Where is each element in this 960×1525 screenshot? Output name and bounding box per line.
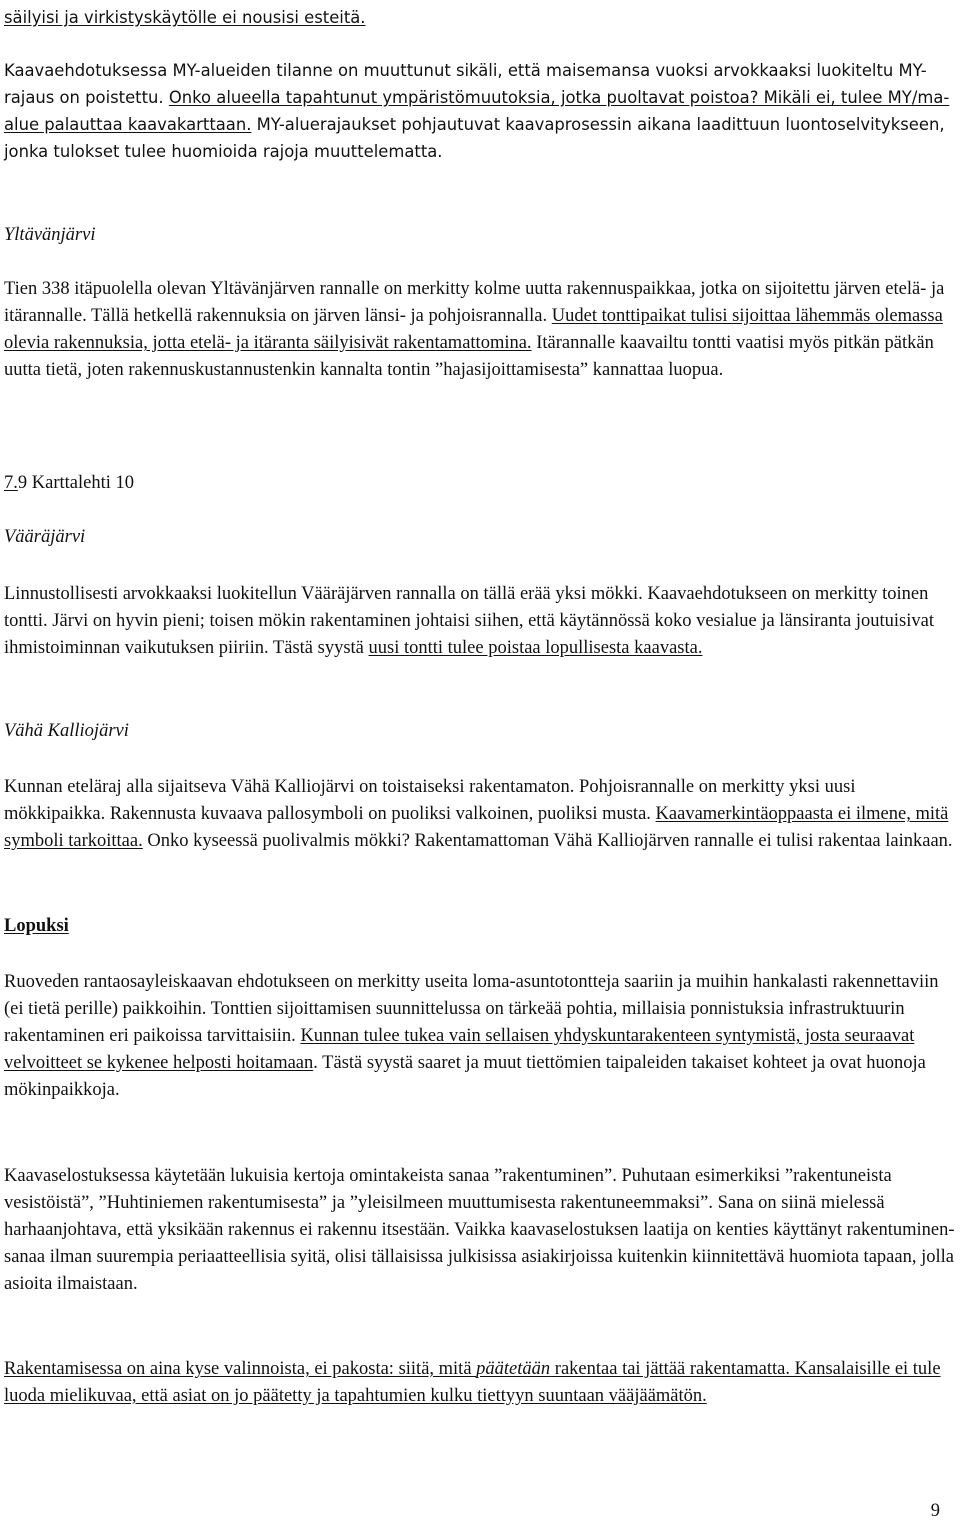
- text-run: Kunnan eteläraj alla sijaitseva Vähä Kalliojärvi on toistaiseksi rakentamaton. Pohjoisrannalle on merkitty yksi uusi mökkipaikka. Rakennusta kuvaava pallosymboli on puoliksi valkoinen, puoliksi musta.: [4, 777, 856, 824]
- heading-section-7-9: [4, 470, 958, 497]
- paragraph-lopuksi-1: [4, 969, 958, 1104]
- underlined-text: Kaavamerkintäoppaasta ei ilmene, mitä symboli tarkoittaa.: [4, 804, 949, 851]
- section-title: 9 Karttalehti 10: [17, 473, 134, 493]
- underlined-text: uusi tontti tulee poistaa lopullisesta kaavasta.: [368, 638, 703, 658]
- text-run: Ruoveden rantaosayleiskaavan ehdotukseen on merkitty useita loma-asuntotontteja saariin ja muihin hankalasti rakennettaviin (ei tietä perille) paikkoihin. Tonttien sijoittamisen suunnittelussa on tärkeää pohtia, millaisia ponnistuksia infrastruktuurin rakentaminen eri paikoissa tarvittaisiin.: [4, 972, 939, 1046]
- underlined-text: Uudet tonttipaikat tulisi sijoittaa lähemmäs olemassa olevia rakennuksia, jotta etelä- ja itäranta säilyisivät rakentamattomina.: [4, 306, 943, 353]
- underlined-italic-text: päätetään: [476, 1359, 551, 1379]
- paragraph-my-areas: [4, 57, 958, 165]
- text-run: MY-aluerajaukset pohjautuvat kaavaprosessin aikana laadittuun luontoselvitykseen, jonka tulokset tulee huomioida rajoja muuttelematta.: [4, 115, 945, 161]
- heading-vaarajarvi: Vääräjärvi: [4, 527, 86, 547]
- underlined-text: rakentaa tai jättää rakentamatta. Kansalaisille ei tule luoda mielikuvaa, että asiat on jo päätetty ja tapahtumien kulku tiettyyn suuntaan vääjäämätön.: [4, 1359, 941, 1406]
- heading-yltavanjarvi: Yltävänjärvi: [4, 225, 96, 245]
- page-number: 9: [930, 1501, 940, 1521]
- paragraph-lopuksi-2: Kaavaselostuksessa käytetään lukuisia kertoja omintakeista sanaa ”rakentuminen”. Puhutaan esimerkiksi ”rakentuneista vesistöistä”, ”Huhtiniemen rakentumisesta” ja ”yleisilmeen muuttumisesta rakentuneemmaksi”. Sana on siinä mielessä harhaanjohtava, että yksikään rakennus ei rakennu itsestään. Vaikka kaavaselostuksen laatija on kenties käyttänyt rakentuminen-sanaa ilman suurempia periaatteellisia syitä, olisi tällaisissa julkisissa asiakirjoissa kuitenkin kiinnitettävä huomiota tapaan, jolla asioita ilmaistaan.: [4, 1166, 955, 1294]
- underlined-text: säilyisi ja virkistyskäytölle ei nousisi esteitä.: [4, 8, 366, 27]
- section-number: 7.: [4, 473, 18, 493]
- text-run: Linnustollisesti arvokkaaksi luokitellun Vääräjärven rannalla on tällä erää yksi mökki. Kaavaehdotukseen on merkitty toinen tontti. Järvi on hyvin pieni; toisen mökin rakentaminen johtaisi siihen, että käytännössä koko vesialue ja länsiranta joutuisivat ihmistoiminnan vaikutuksen piiriin. Tästä syystä: [4, 584, 934, 658]
- text-run: Kaavaehdotuksessa MY-alueiden tilanne on muuttunut sikäli, että maisemansa vuoksi arvokkaaksi luokiteltu MY-rajaus on poistettu.: [4, 61, 927, 107]
- heading-lopuksi: Lopuksi: [4, 916, 69, 936]
- heading-vaha-kalliojarvi: Vähä Kalliojärvi: [4, 721, 129, 741]
- paragraph-yltavanjarvi: [4, 276, 958, 384]
- paragraph-top-tail: [4, 4, 958, 31]
- text-run: Tien 338 itäpuolella olevan Yltävänjärven rannalle on merkitty kolme uutta rakennuspaikkaa, jotka on sijoitettu järven etelä- ja itärannalle. Tällä hetkellä rakennuksia on järven länsi- ja pohjoisrannalla.: [4, 279, 945, 326]
- underlined-text: Rakentamisessa on aina kyse valinnoista, ei pakosta: siitä, mitä: [4, 1359, 477, 1379]
- text-run: Onko kyseessä puolivalmis mökki? Rakentamattoman Vähä Kalliojärven rannalle ei tulisi rakentaa lainkaan.: [142, 831, 953, 851]
- underlined-text: Kunnan tulee tukea vain sellaisen yhdyskuntarakenteen syntymistä, josta seuraavat velvoitteet se kykenee helposti hoitamaan: [4, 1026, 915, 1073]
- underlined-text: Onko alueella tapahtunut ympäristömuutoksia, jotka puoltavat poistoa? Mikäli ei, tulee MY/ma-alue palauttaa kaavakarttaan.: [4, 88, 950, 134]
- paragraph-lopuksi-3: [4, 1356, 958, 1410]
- text-run: . Tästä syystä saaret ja muut tiettömien taipaleiden takaiset kohteet ja ovat huonoja mökinpaikkoja.: [4, 1053, 926, 1100]
- paragraph-vaarajarvi: [4, 581, 958, 662]
- text-run: Itärannalle kaavailtu tontti vaatisi myös pitkän pätkän uutta tietä, joten rakennuskustannustenkin kannalta tontin ”hajasijoittamisesta” kannattaa luopua.: [4, 333, 934, 380]
- paragraph-vaha-kalliojarvi: [4, 774, 958, 855]
